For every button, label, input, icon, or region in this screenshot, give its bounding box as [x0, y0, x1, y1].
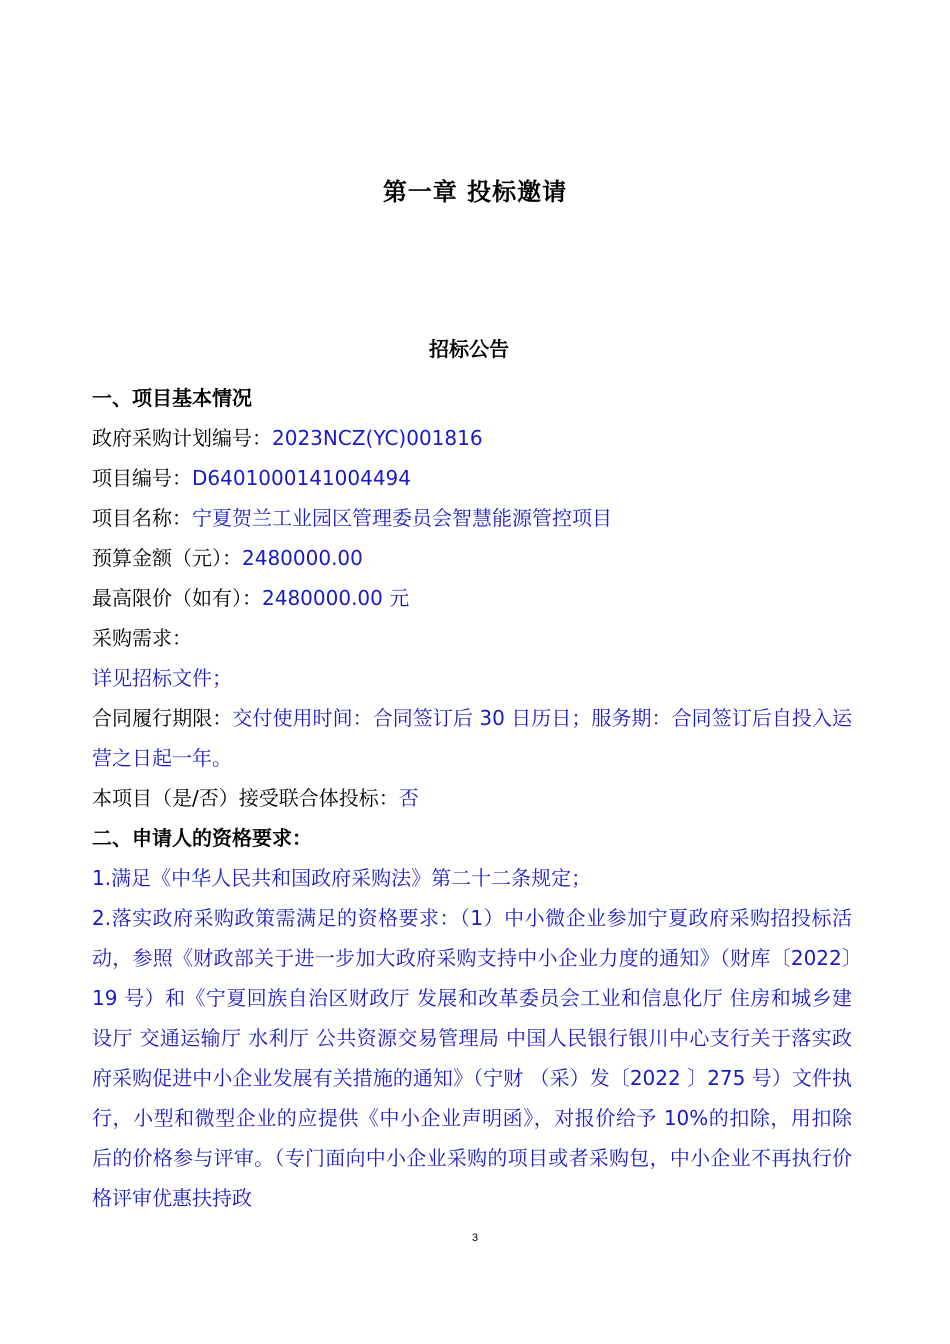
- plan-number-label: 政府采购计划编号：: [92, 426, 272, 450]
- contract-period-row: [92, 698, 852, 778]
- project-number-value: D6401000141004494: [192, 466, 411, 490]
- section-heading-qualification: 二、申请人的资格要求：: [92, 826, 312, 850]
- notice-body: [92, 378, 852, 1218]
- budget-value: 2480000.00: [242, 546, 363, 570]
- notice-title: 招标公告: [429, 337, 509, 361]
- project-name-label: 项目名称：: [92, 506, 192, 530]
- project-number-label: 项目编号：: [92, 466, 192, 490]
- max-price-value: 2480000.00 元: [262, 586, 410, 610]
- project-number-row: [92, 458, 852, 498]
- page-number: 3: [471, 1232, 479, 1244]
- consortium-row: [92, 778, 852, 818]
- budget-label: 预算金额（元）：: [92, 546, 242, 570]
- budget-row: [92, 538, 852, 578]
- consortium-label: 本项目（是/否）接受联合体投标：: [92, 786, 399, 810]
- consortium-value: 否: [398, 786, 419, 810]
- plan-number-row: [92, 418, 852, 458]
- chapter-title: 第一章 投标邀请: [382, 178, 568, 206]
- demand-value: 详见招标文件；: [92, 666, 232, 690]
- contract-period-value: 交付使用时间：合同签订后 30 日历日；服务期：合同签订后自投入运营之日起一年。: [92, 706, 853, 770]
- plan-number-value: 2023NCZ(YC)001816: [272, 426, 483, 450]
- contract-period-label: 合同履行期限：: [92, 706, 233, 730]
- project-name-value: 宁夏贺兰工业园区管理委员会智慧能源管控项目: [192, 506, 612, 530]
- qualification-item-1: 1.满足《中华人民共和国政府采购法》第二十二条规定；: [92, 866, 592, 890]
- max-price-label: 最高限价（如有）：: [92, 586, 262, 610]
- max-price-row: [92, 578, 852, 618]
- demand-label: 采购需求：: [92, 626, 192, 650]
- qualification-item-2: 2.落实政府采购政策需满足的资格要求：（1）中小微企业参加宁夏政府采购招投标活动，参照《财政部关于进一步加大政府采购支持中小企业力度的通知》（财库〔2022〕19 号）和《宁夏回族自治区财政厅 发展和改革委员会工业和信息化厅 住房和城乡建设厅 交通运输厅 水利厅 公共资源交易管理局 中国人民银行银川中心支行关于落实政府采购促进中小企业发展有关措施的通知》（宁财 （采）发〔2022 〕275 号）文件执行，小型和微型企业的应提供《中小企业声明函》，对报价给予 10%的扣除，用扣除后的价格参与评审。（专门面向中小企业采购的项目或者采购包，中小企业不再执行价格评审优惠扶持政: [92, 906, 852, 1210]
- project-name-row: [92, 498, 852, 538]
- section-heading-basic-info: 一、项目基本情况: [92, 386, 252, 410]
